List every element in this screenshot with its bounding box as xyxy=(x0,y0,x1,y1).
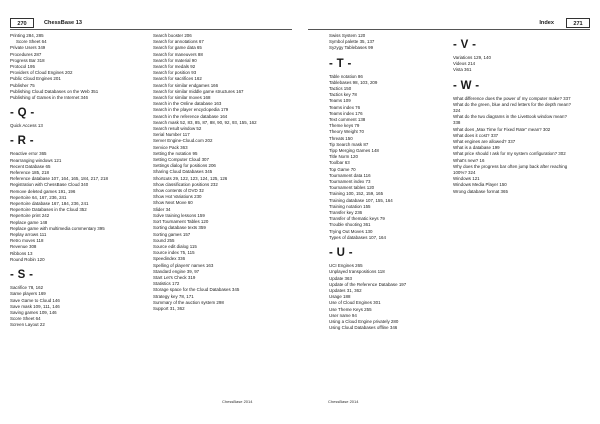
index-entry: Screen Layout 22 xyxy=(10,322,45,328)
index-entry: Search in the player encyclopedia 179 xyxy=(153,107,229,113)
index-entry: Source edit dialog 115 xyxy=(153,243,197,249)
index-entry: User name 94 xyxy=(329,312,357,318)
index-entry: Sharing Cloud Databases 345 xyxy=(153,169,213,175)
index-entry: Same players 169 xyxy=(10,291,46,297)
index-entry: Source index 75, 115 xyxy=(153,250,195,256)
index-section-letter: - T - xyxy=(329,57,352,70)
index-entry: Round Robin 120 xyxy=(10,256,45,262)
index-entry: Providers of Cloud Engines 202 xyxy=(10,70,73,76)
index-entry: Videos 214 xyxy=(453,61,476,67)
right-header-title: Index xyxy=(539,20,554,26)
index-entry: Progress Bar 318 xyxy=(10,57,45,63)
left-index-column-1 xyxy=(10,33,128,329)
right-page xyxy=(300,0,600,424)
index-entry: Transfer key 236 xyxy=(329,210,363,216)
left-index-column-2 xyxy=(153,33,293,312)
index-entry: Solve training lessons 159 xyxy=(153,212,205,218)
index-entry: Statistics 172 xyxy=(153,281,180,287)
index-entry: Reference database 107, 164, 165, 184, 217, 218 xyxy=(10,176,108,182)
index-entry: Slider 34 xyxy=(153,206,171,212)
index-entry: Service Pack 363 xyxy=(153,144,188,150)
index-entry: Strategy key 78, 171 xyxy=(153,293,194,299)
index-entry: Quick Access 13 xyxy=(10,123,43,129)
index-entry: What's new? 16 xyxy=(453,157,485,163)
index-entry: Serial Number 117 xyxy=(153,132,190,138)
index-section-letter: - W - xyxy=(453,79,480,92)
index-entry: Protocol 195 xyxy=(10,64,35,70)
index-entry: Training notation 155 xyxy=(329,203,371,209)
index-entry: Revenue 308 xyxy=(10,244,37,250)
index-entry: Save mask 109, 111, 146 xyxy=(10,303,60,309)
index-entry: Trying Out Moves 130 xyxy=(329,228,373,234)
index-entry: What difference does the power of my computer make? 337 xyxy=(453,95,571,101)
index-entry: Printing 284, 285 xyxy=(10,33,44,38)
index-entry: What is a database 199 xyxy=(453,145,500,151)
index-entry: Teams index 76 xyxy=(329,104,361,110)
index-entry: What do the green, blue and red letters for the depth mean? 324 xyxy=(453,101,571,114)
index-entry: Training 100, 152, 159, 165 xyxy=(329,191,384,197)
index-entry: Unplayed transpositions 118 xyxy=(329,269,385,275)
index-entry: Search for medals 92 xyxy=(153,64,196,70)
index-entry: Score Sheet 64 xyxy=(16,39,47,45)
index-entry: Search for material 90 xyxy=(153,57,197,63)
index-entry: Settings dialog for positions 206 xyxy=(153,163,216,169)
left-header-title: ChessBase 13 xyxy=(44,20,82,26)
index-entry: Text comment 138 xyxy=(329,117,366,123)
index-entry: Server Engine-Cloud.com 202 xyxy=(153,138,213,144)
index-entry: Use of Cloud Engines 301 xyxy=(329,300,381,306)
index-section-letter: - R - xyxy=(10,135,34,148)
index-section-letter: - U - xyxy=(329,247,353,260)
index-entry: Tablebases 98, 103, 209 xyxy=(329,79,378,85)
index-entry: Speedindex 336 xyxy=(153,256,186,262)
index-entry: Search in the Online database 163 xyxy=(153,101,222,107)
index-entry: Tournament data 116 xyxy=(329,172,371,178)
index-entry: UCI Engines 265 xyxy=(329,263,363,269)
index-entry: Repertoire 64, 167, 236, 241 xyxy=(10,194,67,200)
index-entry: Usage 188 xyxy=(329,294,351,300)
index-section-letter: - S - xyxy=(10,269,34,282)
index-entry: Swiss System 120 xyxy=(329,33,366,38)
index-entry: Search for sacrifices 162 xyxy=(153,76,202,82)
index-entry: Show Next Move 60 xyxy=(153,200,193,206)
index-entry: Remove deleted games 191, 196 xyxy=(10,188,76,194)
index-entry: Tip Search mask 87 xyxy=(329,141,369,147)
right-page-footer: ChessBase 2014 xyxy=(328,399,359,404)
index-entry: Top Game 70 xyxy=(329,166,356,172)
index-entry: Standard engine 39, 97 xyxy=(153,268,200,274)
index-entry: Procedures 287 xyxy=(10,51,42,57)
index-entry: Shortcuts 29, 122, 123, 124, 125, 126 xyxy=(153,175,228,181)
index-entry: Retro moves 118 xyxy=(10,238,44,244)
index-section-letter: - Q - xyxy=(10,107,35,120)
index-entry: Recent Database 65 xyxy=(10,163,51,169)
left-page-number: 270 xyxy=(10,18,34,28)
index-entry: Replace game with multimedia commentary 395 xyxy=(10,225,105,231)
index-entry: Sorting database texts 359 xyxy=(153,225,206,231)
index-entry: Update of the Reference Database 197 xyxy=(329,281,407,287)
index-entry: What do the two diagrams in the LiveBook window mean? 338 xyxy=(453,114,567,126)
index-entry: What price should I ask for my system configuration? 302 xyxy=(453,151,566,157)
index-entry: Trouble shooting 361 xyxy=(329,222,371,228)
index-entry: Search for similar middle game structures 167 xyxy=(153,88,244,94)
index-entry: Table notation 86 xyxy=(329,73,363,79)
index-entry: Score Sheet 64 xyxy=(10,316,41,322)
index-entry: Replace game 148 xyxy=(10,219,48,225)
index-entry: Search for maneuvers 88 xyxy=(153,51,203,57)
index-entry: Search booster 206 xyxy=(153,33,192,38)
index-entry: Setting the notation 95 xyxy=(153,150,198,156)
index-entry: Transfer of thematic keys 79 xyxy=(329,216,385,222)
index-entry: Using Cloud Databases offline 346 xyxy=(329,325,398,331)
index-entry: Theme keys 79 xyxy=(329,123,360,129)
index-entry: Using a Cloud Engine privately 280 xyxy=(329,318,399,324)
index-entry: Search for annotations 67 xyxy=(153,39,204,45)
index-entry: Types of databases 107, 164 xyxy=(329,234,386,240)
index-entry: Publishing Cloud Databases on the Web 351 xyxy=(10,88,99,94)
index-entry: Update 363 xyxy=(329,275,352,281)
index-entry: Tactics key 78 xyxy=(329,92,357,98)
index-entry: Saving games 109, 146 xyxy=(10,309,57,315)
index-entry: Toolbar 63 xyxy=(329,160,350,166)
index-entry: Show contents of DVD 32 xyxy=(153,188,204,194)
index-entry: Use Theme Keys 255 xyxy=(329,306,372,312)
index-entry: What engines are allowed? 337 xyxy=(453,139,516,145)
index-entry: Spelling of players' names 163 xyxy=(153,262,214,268)
index-entry: Search in the reference database 164 xyxy=(153,113,228,119)
index-entry: Private Users 349 xyxy=(10,45,46,51)
index-entry: Search for similar endgames 166 xyxy=(153,82,219,88)
index-entry: Repertoire Databases in the Cloud 352 xyxy=(10,207,87,213)
index-entry: Storage space for the Cloud Databases 345 xyxy=(153,287,240,293)
index-entry: Setting Computer Cloud 307 xyxy=(153,157,209,163)
left-page-header xyxy=(10,18,292,30)
index-entry: Sort Tournament Tables 120 xyxy=(153,219,209,225)
left-page-footer: ChessBase 2014 xyxy=(222,399,253,404)
index-entry: Sound 255 xyxy=(153,237,175,243)
index-entry: Threats 150 xyxy=(329,135,353,141)
index-entry: Public Cloud Engines 201 xyxy=(10,76,61,82)
index-entry: Teams index 176 xyxy=(329,110,363,116)
right-index-column-1 xyxy=(329,33,447,331)
index-entry: Search for similar moves 168 xyxy=(153,95,211,101)
index-entry: Teams 109 xyxy=(329,98,351,104)
index-entry: Show Hot Variations 230 xyxy=(153,194,202,200)
right-index-column-2 xyxy=(453,33,573,195)
index-entry: Ribbons 13 xyxy=(10,250,33,256)
index-entry: Tipp Merging Games 148 xyxy=(329,148,379,154)
index-entry: Tactics 150 xyxy=(329,86,352,92)
index-entry: Registration with ChessBase Cloud 340 xyxy=(10,182,89,188)
index-entry: Support 31, 362 xyxy=(153,305,185,311)
index-entry: Vista 361 xyxy=(453,67,472,73)
index-entry: Sorting games 157 xyxy=(153,231,191,237)
index-entry: Publishing of Games in the Internet 346 xyxy=(10,95,88,101)
index-entry: Windows Media Player 150 xyxy=(453,182,507,188)
index-entry: Rearranging windows 121 xyxy=(10,157,62,163)
index-entry: Sacrifice 78, 162 xyxy=(10,285,44,291)
index-entry: Replay arrows 111 xyxy=(10,232,47,238)
index-entry: Search result window 52 xyxy=(153,126,202,132)
index-entry: Theory Weight 70 xyxy=(329,129,364,135)
index-entry: Syzygy Tablebases 99 xyxy=(329,45,374,51)
index-entry: Reactive error 365 xyxy=(10,151,47,157)
index-entry: Save Game to Cloud 146 xyxy=(10,297,60,303)
index-entry: Repertoire database 167, 184, 236, 241 xyxy=(10,201,89,207)
index-entry: Repertoire print 242 xyxy=(10,213,50,219)
index-entry: Summary of the auction system 298 xyxy=(153,299,224,305)
index-entry: Updates 31, 362 xyxy=(329,287,362,293)
index-entry: Symbol palette 35, 137 xyxy=(329,39,375,45)
index-entry: Tournament tables 120 xyxy=(329,185,375,191)
index-entry: Wrong database format 365 xyxy=(453,188,508,194)
right-page-header xyxy=(308,18,590,30)
index-entry: Tournament index 73 xyxy=(329,179,371,185)
index-entry: Variations 129, 140 xyxy=(453,55,491,60)
index-entry: Why does the progress bar often jump back after reaching 100%? 324 xyxy=(453,163,568,176)
index-entry: What does „Max Time for Fixed Rate" mean? 302 xyxy=(453,126,551,132)
index-entry: Start Let's Check 319 xyxy=(153,274,196,280)
index-entry: Windows 121 xyxy=(453,176,480,182)
index-entry: Search for game data 65 xyxy=(153,45,202,51)
index-entry: Training database 107, 155, 164 xyxy=(329,197,393,203)
index-entry: Title Norm 120 xyxy=(329,154,358,160)
index-entry: Show classification positions 232 xyxy=(153,181,218,187)
index-entry: Reference 185, 218 xyxy=(10,170,49,176)
index-entry: Publisher 75 xyxy=(10,82,35,88)
index-section-letter: - V - xyxy=(453,39,477,51)
index-entry: Search for position 93 xyxy=(153,70,197,76)
right-page-number: 271 xyxy=(566,18,590,28)
index-entry: Search mask 52, 83, 85, 87, 88, 90, 92, 93, 155, 162 xyxy=(153,119,257,125)
index-entry: What does it cost? 337 xyxy=(453,132,499,138)
